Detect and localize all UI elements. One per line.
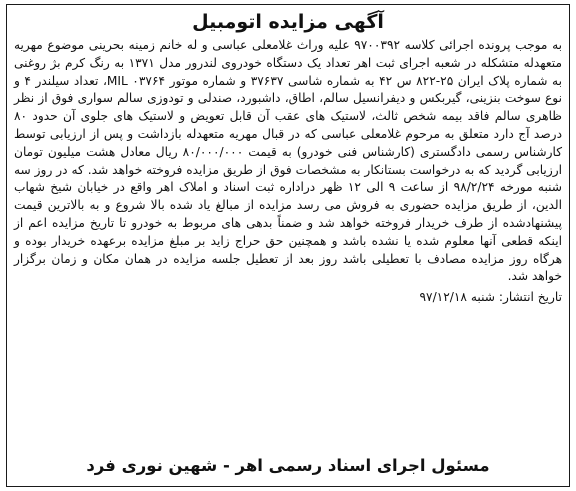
notice-title: آگهی مزایده اتومبیل — [192, 11, 384, 33]
publication-date-line — [14, 288, 562, 306]
publication-label: تاریخ انتشار: شنبه — [470, 290, 562, 305]
publication-date: ۹۷/۱۲/۱۸ — [419, 290, 467, 305]
auction-notice — [6, 4, 570, 487]
notice-body: به موجب پرونده اجرائی کلاسه ۹۷۰۰۳۹۲ علیه وراث غلامعلی عباسی و له خانم زمینه بحرینی موضوع مهریه متعهدله متشکله در شعبه اجرای ثبت اهر تعداد یک دستگاه خودروی لندرور مدل ۱۳۷۱ به رنگ کرم بژ روغنی به شماره پلاک ایران ۲۵-۸۲۲ س ۴۲ به شماره شاسی ۳۷۶۳۷ و شماره موتور MIL ۰۳۷۶۴، تعداد سیلندر ۴ و نوع سوخت بنزینی، گیربکس و دیفرانسیل سالم، اطاق، داشبورد، صندلی و تودوزی سالم سواری فوق از نظر ظاهری سالم فاقد بیمه شخص ثالث، لاستیک های عقب آن قابل تعویض و لاستیک های جلوی آن حدود ۸۰ درصد آج دارد متعلق به مرحوم غلامعلی عباسی که در قبال مهریه متعهدله بازداشت و پس از ارزیابی توسط کارشناس رسمی دادگستری (کارشناس فنی خودرو) به قیمت ۸۰/۰۰۰/۰۰۰ ریال معادل هشت میلیون تومان ارزیابی گردید که به درخواست بستانکار به مشخصات فوق از طریق مزایده فروخته خواهد شد. که در روز سه شنبه مورخه ۹۸/۲/۲۴ از ساعت ۹ الی ۱۲ ظهر دراداره ثبت اسناد و املاک اهر واقع در خیابان شیخ شهاب الدین، از طریق مزایده حضوری به فروش می رسد مزایده از مبالغ یاد شده بالا شروع و به بالاترین قیمت پیشنهادشده از طرف خریدار فروخته خواهد شد و ضمناً بدهی های مربوط به خودرو تا تاریخ مزایده اعم از اینکه قطعی آنها معلوم شده یا نشده باشد و همچنین حق حراج زاید بر مبلغ مزایده برعهده خریدار بوده و هرگاه روز مزایده مصادف با تعطیلی باشد روز بعد از تعطیل جلسه مزایده در همان مکان و زمان برگزار خواهد شد. — [14, 38, 563, 284]
signature: مسئول اجرای اسناد رسمی اهر - شهین نوری فرد — [86, 456, 490, 475]
